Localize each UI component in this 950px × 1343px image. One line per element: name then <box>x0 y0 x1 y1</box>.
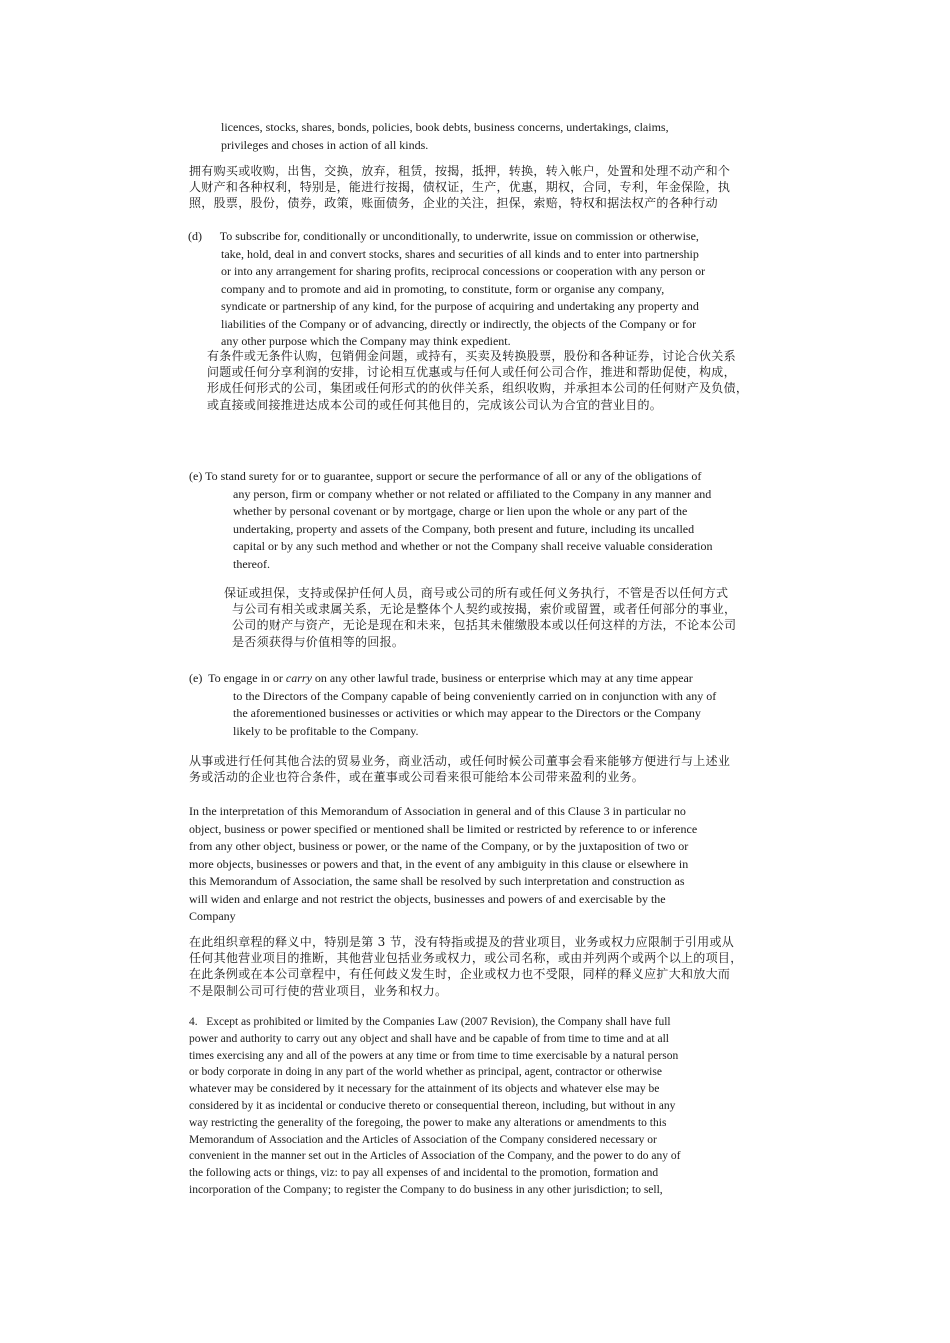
text-line: object, business or power specified or mentioned shall be limited or restricted by reference to or inference <box>189 821 698 836</box>
text-line <box>189 670 716 688</box>
text-line: In the interpretation of this Memorandum of Association in general and of this Clause 3 in particular no <box>189 804 686 818</box>
text-line: 有条件或无条件认购，包销佣金问题，或持有，买卖及转换股票，股份和各种证券，讨论合伙关系 <box>207 349 736 363</box>
text-line: way restricting the generality of the foregoing, the power to make any alterations or amendments to this <box>189 1116 667 1129</box>
text-line: undertaking, property and assets of the Company, both present and future, including its uncalled <box>233 521 695 536</box>
text-line: 公司的财产与资产，无论是现在和未来，包括其未催缴股本或以任何这样的方法，不论本公司 <box>232 618 737 633</box>
interpretation-zh <box>189 934 743 999</box>
text-line: 形成任何形式的公司，集团或任何形式的的伙伴关系，组织收购，并承担本公司的任何财产及负债， <box>207 381 749 396</box>
text-line: the aforementioned businesses or activities or which may appear to the Directors or the Company <box>233 706 701 720</box>
clause-d-zh <box>207 348 748 413</box>
clause-4-en <box>189 1014 680 1199</box>
text-line: 拥有购买或收购，出售，交换，放弃，租赁，按揭，抵押，转换，转入帐户，处置和处理不动产和个 <box>189 164 731 178</box>
text-line: incorporation of the Company; to register the Company to do business in any other jurisdiction; to sell, <box>189 1183 663 1196</box>
text-line: 与公司有相关或隶属关系，无论是整体个人契约或按揭，索价或留置，或者任何部分的事业， <box>232 602 737 617</box>
text-line: liabilities of the Company or of advancing, directly or indirectly, the objects of the Company or for <box>221 316 697 331</box>
clause-e-engage-en <box>189 670 716 740</box>
text-line: considered by it as incidental or conducive thereto or consequential thereon, including, but without in any <box>189 1099 676 1112</box>
text-line: likely to be profitable to the Company. <box>233 723 419 738</box>
text-line: or body corporate in doing in any part of the world whether as principal, agent, contractor or otherwise <box>189 1066 662 1079</box>
text-segment: on any other lawful trade, business or enterprise which may at any time appear <box>311 671 693 685</box>
clause-e-engage-zh <box>189 753 730 785</box>
text-line: whatever may be considered by it necessary for the attainment of its objects and whatever else may be <box>189 1083 660 1096</box>
text-line: Memorandum of Association and the Articles of Association of the Company considered necessary or <box>189 1133 657 1146</box>
text-line: whether by personal covenant or by mortgage, charge or lien upon the whole or any part of the <box>233 504 688 518</box>
clause-e-surety-en <box>189 468 713 573</box>
text-line: times exercising any and all of the powers at any time or from time to time exercisable by a natural person <box>189 1049 679 1062</box>
text-line: more objects, businesses or powers and that, in the event of any ambiguity in this clause or elsewhere in <box>189 856 689 871</box>
text-line: this Memorandum of Association, the same shall be resolved by such interpretation and construction as <box>189 874 685 888</box>
text-line: 在此组织章程的释义中，特别是第 3 节，没有特指或提及的营业项目，业务或权力应限制于引用或从 <box>189 935 735 949</box>
text-line: (d) To subscribe for, conditionally or unconditionally, to underwrite, issue on commission or otherwise, <box>188 229 699 243</box>
clause-d-en <box>188 228 705 351</box>
text-line: privileges and choses in action of all kinds. <box>221 137 429 152</box>
text-line: 在此条例或在本公司章程中，有任何歧义发生时，企业或权力也不受限，同样的释义应扩大和放大而 <box>189 967 731 982</box>
interpretation-en <box>189 803 697 926</box>
text-line: take, hold, deal in and convert stocks, shares and securities of all kinds and to enter into partnership <box>221 246 699 261</box>
text-line: or into any arrangement for sharing profits, reciprocal concessions or cooperation with any person or <box>221 264 706 278</box>
text-line: any other purpose which the Company may think expedient. <box>221 334 511 348</box>
text-line: syndicate or partnership of any kind, for the purpose of acquiring and undertaking any property and <box>221 299 699 313</box>
text-line: Company <box>189 909 236 923</box>
clause-c-continued-zh <box>189 163 730 212</box>
text-line: to the Directors of the Company capable of being conveniently carried on in conjunction with any of <box>233 688 717 703</box>
text-line: will widen and enlarge and not restrict the objects, businesses and powers of and exercisable by the <box>189 891 666 906</box>
text-line: 4. Except as prohibited or limited by the Companies Law (2007 Revision), the Company shall have full <box>189 1016 671 1028</box>
text-line: 是否须获得与价值相等的回报。 <box>232 634 405 649</box>
text-line: 照，股票，股份，债券，政策，账面债务，企业的关注，担保，索赔，特权和据法权产的各种行动 <box>189 196 718 211</box>
text-line: any person, firm or company whether or not related or affiliated to the Company in any manner and <box>233 486 712 501</box>
text-line: licences, stocks, shares, bonds, policies, book debts, business concerns, undertakings, claims, <box>221 120 669 134</box>
clause-c-continued-en <box>221 119 669 154</box>
text-line: 或直接或间接推进达成本公司的或任何其他目的，完成该公司认为合宜的营业目的。 <box>207 397 663 412</box>
text-line: power and authority to carry out any object and shall have and be capable of from time to time and at all <box>189 1032 669 1045</box>
text-line: 保证或担保，支持或保护任何人员，商号或公司的所有或任何义务执行，不管是否以任何方式 <box>224 586 729 600</box>
text-line: thereof. <box>233 556 270 571</box>
clause-e-surety-zh <box>224 585 736 650</box>
text-segment: (e) To engage in or <box>189 671 286 685</box>
text-segment-italic: carry <box>285 671 312 685</box>
text-line: 务或活动的企业也符合条件，或在董事或公司看来很可能给本公司带来盈利的业务。 <box>189 770 645 785</box>
text-line: (e) To stand surety for or to guarantee, support or secure the performance of all or any of the obligations of <box>189 469 702 483</box>
text-line: company and to promote and aid in promoting, to constitute, form or organise any company, <box>221 281 665 296</box>
text-line: convenient in the manner set out in the Articles of Association of the Company, and the power to do any of <box>189 1150 681 1163</box>
text-line: capital or by any such method and whether or not the Company shall receive valuable consideration <box>233 539 713 553</box>
text-line: the following acts or things, viz: to pay all expenses of and incidental to the promotion, formation and <box>189 1167 659 1180</box>
text-line: 不是限制公司可行使的营业项目，业务和权力。 <box>189 983 448 998</box>
text-line: 从事或进行任何其他合法的贸易业务，商业活动，或任何时候公司董事会看来能够方便进行与上述业 <box>189 754 731 768</box>
text-line: 人财产和各种权利，特别是，能进行按揭，债权证，生产，优惠，期权，合同，专利，年金保险，执 <box>189 180 731 195</box>
text-line: 问题或任何分享利润的安排，讨论相互优惠或与任何人或任何公司合作，推进和帮助促使，构成， <box>207 365 736 380</box>
text-line: from any other object, business or power, or the name of the Company, or by the juxtaposition of two or <box>189 839 689 853</box>
text-line: 任何其他营业项目的推断，其他营业包括业务或权力，或公司名称，或由并列两个或两个以上的项目， <box>189 951 743 966</box>
